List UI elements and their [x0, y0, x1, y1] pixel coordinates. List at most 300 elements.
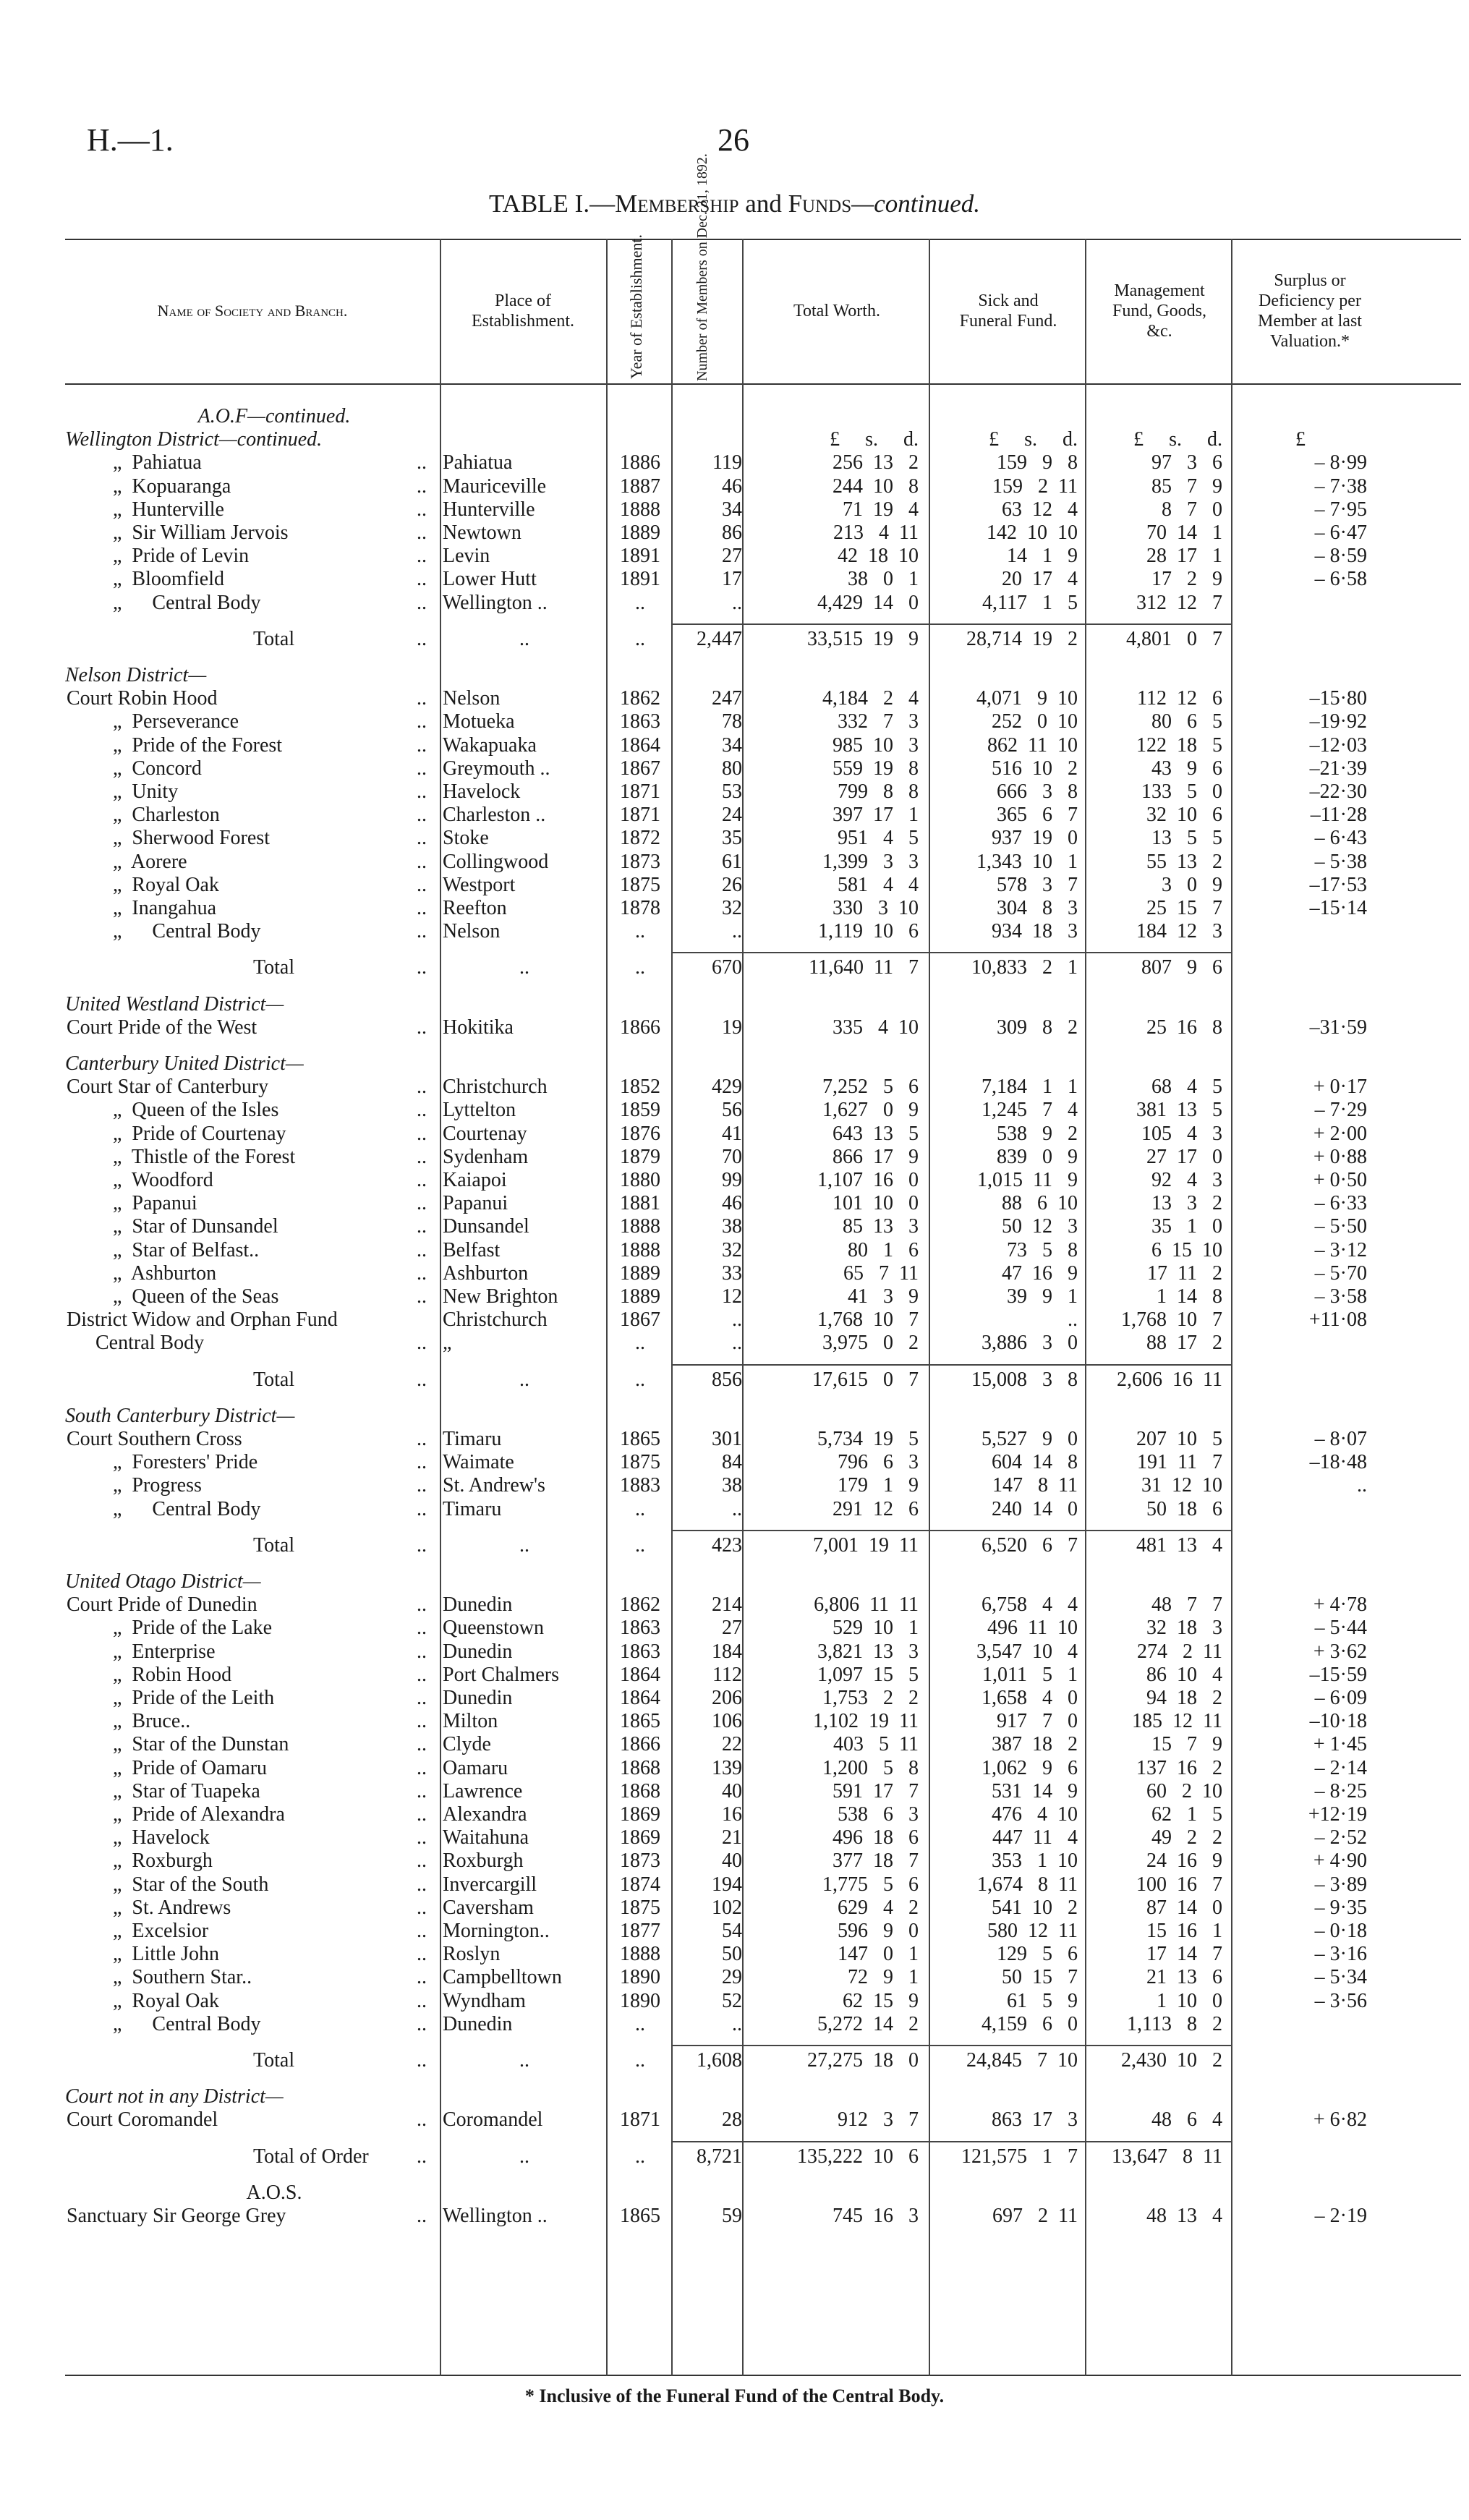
- surplus-deficiency: [1234, 920, 1379, 943]
- management-fund: 21 13 6: [1146, 1966, 1222, 1989]
- place-of-establishment: New Brighton: [443, 1285, 558, 1308]
- section-heading-row: [65, 1570, 1461, 1593]
- year-established: 1888: [620, 1238, 660, 1261]
- table-row: [65, 1332, 1461, 1355]
- place-of-establishment: ..: [519, 956, 529, 979]
- total-worth: 17,615 0 7: [812, 1368, 919, 1391]
- member-count: 301: [712, 1428, 742, 1450]
- year-established: 1891: [620, 568, 660, 591]
- table-row: [65, 710, 1461, 733]
- sick-funeral-fund: 476 4 10: [992, 1803, 1078, 1826]
- member-count: ..: [732, 920, 742, 943]
- society-name: „ Thistle of the Forest: [113, 1145, 296, 1168]
- leader-dots: ..: [417, 1896, 427, 1919]
- leader-dots: ..: [417, 1920, 427, 1942]
- place-of-establishment: Queenstown: [443, 1617, 544, 1640]
- leader-dots: ..: [417, 1779, 427, 1802]
- leader-dots: ..: [417, 780, 427, 803]
- management-fund: 48 7 7: [1151, 1593, 1222, 1617]
- management-fund: 48 13 4: [1146, 2205, 1222, 2227]
- society-name: „ Pride of the Lake: [113, 1617, 273, 1640]
- management-fund: 100 16 7: [1136, 1873, 1222, 1896]
- total-rule: [742, 1364, 929, 1366]
- society-name: „ Pride of Courtenay: [113, 1122, 286, 1145]
- leader-dots: ..: [417, 568, 427, 591]
- management-fund: 1,768 10 7: [1121, 1308, 1222, 1332]
- place-of-establishment: Dunedin: [443, 1593, 513, 1617]
- society-name: „ Sherwood Forest: [113, 827, 270, 850]
- sick-funeral-fund: 1,674 8 11: [977, 1873, 1078, 1896]
- surplus-deficiency: [1234, 2013, 1379, 2036]
- table-row: [65, 780, 1461, 804]
- table-row: [65, 804, 1461, 827]
- society-name: „ Star of the South: [113, 1873, 269, 1896]
- leader-dots: ..: [417, 757, 427, 780]
- society-name: „ Central Body: [113, 2012, 261, 2035]
- year-established: 1890: [620, 1966, 660, 1989]
- total-worth: 796 6 3: [838, 1451, 919, 1474]
- total-worth: 596 9 0: [838, 1920, 919, 1942]
- section-heading-row: [65, 428, 1461, 451]
- management-fund: 25 15 7: [1146, 897, 1222, 919]
- table-row: [65, 522, 1461, 545]
- society-name: „ Aorere: [113, 850, 187, 873]
- year-established: 1866: [620, 1016, 660, 1039]
- total-worth: 80 1 6: [848, 1238, 919, 1261]
- society-name: „ Pride of Alexandra: [113, 1803, 285, 1826]
- management-fund: 68 4 5: [1151, 1076, 1222, 1099]
- leader-dots: ..: [417, 1826, 427, 1849]
- place-of-establishment: Havelock: [443, 780, 521, 803]
- society-name: Canterbury United District—: [65, 1052, 304, 1075]
- society-name: „ Inangahua: [113, 897, 217, 919]
- sick-funeral-fund: 7,184 1 1: [982, 1076, 1078, 1099]
- member-count: 28: [722, 2108, 742, 2132]
- society-name: „ Woodford: [113, 1169, 213, 1191]
- total-worth: 6,806 11 11: [814, 1593, 919, 1617]
- table-row: [65, 1710, 1461, 1733]
- total-worth: 7,252 5 6: [822, 1076, 919, 1099]
- sick-funeral-fund: 159 9 8: [997, 451, 1078, 474]
- total-worth: 38 0 1: [848, 568, 919, 591]
- sick-funeral-fund: 304 8 3: [997, 897, 1078, 919]
- place-of-establishment: Hokitika: [443, 1016, 514, 1039]
- leader-dots: ..: [417, 710, 427, 733]
- place-of-establishment: Courtenay: [443, 1122, 527, 1145]
- surplus-deficiency: +12·19: [1308, 1803, 1367, 1826]
- table-row: [65, 451, 1461, 474]
- society-name: „ Star of Tuapeka: [113, 1779, 260, 1802]
- sick-funeral-fund: 604 14 8: [992, 1451, 1078, 1474]
- surplus-deficiency: – 8·59: [1314, 545, 1367, 568]
- surplus-deficiency: + 4·90: [1313, 1849, 1367, 1873]
- year-established: 1864: [620, 1663, 660, 1686]
- society-name: Total: [253, 1368, 295, 1391]
- society-name: „ Pride of Oamaru: [113, 1756, 268, 1779]
- total-worth: 1,753 2 2: [822, 1687, 919, 1709]
- leader-dots: ..: [417, 474, 427, 498]
- total-worth: 41 3 9: [848, 1285, 919, 1308]
- place-of-establishment: Motueka: [443, 710, 515, 733]
- management-fund: 87 14 0: [1146, 1896, 1222, 1919]
- section-heading-row: [65, 2181, 1461, 2205]
- sick-funeral-fund: 50 12 3: [1002, 1215, 1078, 1238]
- total-worth: 403 5 11: [833, 1733, 919, 1756]
- leader-dots: ..: [417, 1076, 427, 1099]
- sick-funeral-fund: 934 18 3: [992, 920, 1078, 943]
- table-row: [65, 734, 1461, 757]
- table-row: [65, 1990, 1461, 2013]
- total-rule: [1085, 952, 1231, 953]
- year-established: 1890: [620, 1989, 660, 2012]
- year-established: 1891: [620, 545, 660, 568]
- surplus-deficiency: + 1·45: [1313, 1733, 1367, 1756]
- place-of-establishment: Wellington ..: [443, 591, 548, 614]
- leader-dots: ..: [417, 1016, 427, 1039]
- society-name: South Canterbury District—: [65, 1404, 295, 1427]
- management-fund: 24 16 9: [1146, 1849, 1222, 1873]
- table-row: [65, 1849, 1461, 1873]
- table-row: [65, 1239, 1461, 1262]
- management-fund: 35 1 0: [1151, 1215, 1222, 1238]
- leader-dots: ..: [417, 1966, 427, 1989]
- place-of-establishment: Clyde: [443, 1733, 491, 1756]
- leader-dots: ..: [417, 1169, 427, 1191]
- leader-dots: ..: [417, 1663, 427, 1686]
- table-row: [65, 2013, 1461, 2036]
- total-worth: 42 18 10: [838, 545, 919, 568]
- place-of-establishment: Newtown: [443, 522, 521, 544]
- table-row: [65, 874, 1461, 897]
- total-row: [65, 628, 1461, 651]
- place-of-establishment: Mornington..: [443, 1920, 550, 1942]
- place-of-establishment: Dunedin: [443, 1687, 513, 1709]
- society-name: Total: [253, 956, 295, 979]
- leader-dots: ..: [417, 956, 427, 979]
- sick-funeral-fund: 863 17 3: [992, 2108, 1078, 2132]
- member-count: ..: [732, 1497, 742, 1520]
- surplus-deficiency: – 6·43: [1314, 827, 1367, 850]
- surplus-deficiency: – 8·99: [1314, 451, 1367, 474]
- surplus-deficiency: – 8·25: [1314, 1779, 1367, 1802]
- table-row: [65, 592, 1461, 615]
- leader-dots: ..: [417, 827, 427, 850]
- society-name: „ Havelock: [113, 1826, 210, 1849]
- management-fund: 27 17 0: [1146, 1145, 1222, 1168]
- table-row: [65, 1757, 1461, 1780]
- surplus-deficiency: – 5·50: [1314, 1215, 1367, 1238]
- table-row: [65, 1803, 1461, 1826]
- society-name: Nelson District—: [65, 664, 207, 686]
- total-worth: 559 19 8: [833, 757, 919, 780]
- total-worth: 1,775 5 6: [822, 1873, 919, 1896]
- society-name: „ Foresters' Pride: [113, 1451, 258, 1474]
- unit-label: £ s. d.: [989, 428, 1078, 451]
- management-fund: 25 16 8: [1146, 1016, 1222, 1039]
- surplus-deficiency: [1234, 1534, 1379, 1557]
- year-established: 1875: [620, 1896, 660, 1919]
- member-count: 17: [722, 568, 742, 591]
- table-row: [65, 1146, 1461, 1169]
- sick-funeral-fund: 1,658 4 0: [982, 1687, 1078, 1709]
- surplus-deficiency: [1234, 1332, 1379, 1355]
- member-count: 139: [712, 1756, 742, 1779]
- management-fund: 92 4 3: [1151, 1169, 1222, 1191]
- place-of-establishment: Dunedin: [443, 2012, 513, 2035]
- society-name: Sanctuary Sir George Grey: [67, 2205, 286, 2227]
- total-worth: 3,975 0 2: [822, 1332, 919, 1355]
- management-fund: 8 7 0: [1162, 498, 1222, 521]
- total-rule: [671, 2045, 742, 2046]
- total-worth: 5,272 14 2: [817, 2012, 919, 2035]
- total-worth: 65 7 11: [843, 1261, 919, 1285]
- table-row: [65, 1192, 1461, 1215]
- sick-funeral-fund: 937 19 0: [992, 827, 1078, 850]
- sick-funeral-fund: 496 11 10: [987, 1617, 1078, 1640]
- total-worth: 27,275 18 0: [807, 2049, 919, 2072]
- society-name: „ Robin Hood: [113, 1663, 232, 1686]
- col-header-place: Place of Establishment.: [472, 291, 574, 331]
- sick-funeral-fund: 862 11 10: [987, 733, 1078, 757]
- society-name: „ Sir William Jervois: [113, 522, 289, 544]
- total-row: [65, 956, 1461, 979]
- management-fund: 17 2 9: [1151, 568, 1222, 591]
- member-count: 70: [722, 1145, 742, 1168]
- management-fund: 15 16 1: [1146, 1920, 1222, 1942]
- total-row: [65, 1368, 1461, 1392]
- total-row: [65, 2049, 1461, 2072]
- year-established: 1863: [620, 1617, 660, 1640]
- year-established: ..: [635, 591, 645, 614]
- table-row: [65, 1664, 1461, 1687]
- sick-funeral-fund: 47 16 9: [1002, 1261, 1078, 1285]
- total-worth: 529 10 1: [833, 1617, 919, 1640]
- year-established: 1888: [620, 1943, 660, 1966]
- header-bottom-rule: [65, 383, 1461, 385]
- member-count: 40: [722, 1849, 742, 1873]
- member-count: 12: [722, 1285, 742, 1308]
- sick-funeral-fund: 129 5 6: [997, 1943, 1078, 1966]
- place-of-establishment: Sydenham: [443, 1145, 529, 1168]
- management-fund: 4,801 0 7: [1126, 627, 1222, 650]
- total-rule: [742, 623, 929, 625]
- leader-dots: ..: [417, 1099, 427, 1122]
- surplus-deficiency: –12·03: [1309, 733, 1367, 757]
- place-of-establishment: Greymouth ..: [443, 757, 550, 780]
- sick-funeral-fund: 541 10 2: [992, 1896, 1078, 1919]
- year-established: 1871: [620, 780, 660, 803]
- total-worth: 3,821 13 3: [817, 1640, 919, 1663]
- place-of-establishment: Invercargill: [443, 1873, 537, 1896]
- surplus-deficiency: – 5·34: [1314, 1966, 1367, 1989]
- total-rule: [671, 1364, 742, 1366]
- total-worth: 5,734 19 5: [817, 1428, 919, 1450]
- surplus-deficiency: – 7·38: [1314, 474, 1367, 498]
- member-count: 24: [722, 804, 742, 827]
- total-worth: 33,515 19 9: [807, 627, 919, 650]
- leader-dots: ..: [417, 1474, 427, 1497]
- leader-dots: ..: [417, 591, 427, 614]
- sick-funeral-fund: 578 3 7: [997, 873, 1078, 896]
- table-row: [65, 1451, 1461, 1474]
- surplus-deficiency: – 3·89: [1314, 1873, 1367, 1896]
- member-count: 8,721: [697, 2145, 742, 2168]
- year-established: 1865: [620, 1710, 660, 1733]
- table-row: [65, 897, 1461, 920]
- member-count: 38: [722, 1215, 742, 1238]
- management-fund: 184 12 3: [1136, 920, 1222, 943]
- leader-dots: ..: [417, 1593, 427, 1617]
- surplus-deficiency: –18·48: [1309, 1451, 1367, 1474]
- total-rule: [671, 952, 742, 953]
- society-name: United Westland District—: [65, 992, 284, 1016]
- year-established: 1875: [620, 873, 660, 896]
- society-name: District Widow and Orphan Fund: [67, 1308, 338, 1332]
- year-established: 1878: [620, 897, 660, 919]
- table-row: [65, 568, 1461, 591]
- management-fund: 1,113 8 2: [1127, 2012, 1222, 2035]
- place-of-establishment: Christchurch: [443, 1076, 548, 1099]
- management-fund: 85 7 9: [1151, 474, 1222, 498]
- total-worth: 1,768 10 7: [817, 1308, 919, 1332]
- society-name: „ Star of Dunsandel: [113, 1215, 278, 1238]
- member-count: 119: [712, 451, 742, 474]
- society-name: Total of Order: [253, 2145, 369, 2168]
- surplus-deficiency: – 6·47: [1314, 522, 1367, 544]
- total-worth: 335 4 10: [833, 1016, 919, 1039]
- place-of-establishment: Roslyn: [443, 1943, 501, 1966]
- table-row: [65, 1873, 1461, 1897]
- place-of-establishment: Stoke: [443, 827, 489, 850]
- place-of-establishment: Hunterville: [443, 498, 535, 521]
- society-name: A.O.S.: [246, 2181, 302, 2204]
- place-of-establishment: Campbelltown: [443, 1966, 562, 1989]
- year-established: 1863: [620, 1640, 660, 1663]
- sick-funeral-fund: 516 10 2: [992, 757, 1078, 780]
- total-rule: [1085, 623, 1231, 625]
- year-established: 1879: [620, 1145, 660, 1168]
- surplus-deficiency: + 4·78: [1313, 1593, 1367, 1617]
- sick-funeral-fund: 3,547 10 4: [976, 1640, 1078, 1663]
- member-count: 206: [712, 1687, 742, 1709]
- table-row: [65, 1687, 1461, 1710]
- col-header-sick-fund: Sick and Funeral Fund.: [959, 291, 1057, 331]
- sick-funeral-fund: 4,117 1 5: [982, 591, 1078, 614]
- society-name: Court Pride of Dunedin: [67, 1593, 257, 1617]
- surplus-deficiency: –22·30: [1309, 780, 1367, 803]
- total-worth: 11,640 11 7: [809, 956, 919, 979]
- surplus-deficiency: + 3·62: [1313, 1640, 1367, 1663]
- leader-dots: ..: [417, 733, 427, 757]
- surplus-deficiency: – 0·18: [1314, 1920, 1367, 1942]
- year-established: 1886: [620, 451, 660, 474]
- surplus-deficiency: –10·18: [1309, 1710, 1367, 1733]
- year-established: 1871: [620, 804, 660, 827]
- year-established: 1867: [620, 757, 660, 780]
- year-established: 1889: [620, 1285, 660, 1308]
- leader-dots: ..: [417, 2205, 427, 2227]
- sick-funeral-fund: 1,062 9 6: [982, 1756, 1078, 1779]
- society-name: Court Robin Hood: [67, 687, 218, 710]
- table-row: [65, 1123, 1461, 1146]
- leader-dots: ..: [417, 2049, 427, 2072]
- member-count: 112: [712, 1663, 742, 1686]
- member-count: 54: [722, 1920, 742, 1942]
- management-fund: 2,430 10 2: [1121, 2049, 1222, 2072]
- table-row: [65, 687, 1461, 710]
- sick-funeral-fund: 538 9 2: [997, 1122, 1078, 1145]
- surplus-deficiency: + 6·82: [1313, 2108, 1367, 2132]
- year-established: 1869: [620, 1826, 660, 1849]
- total-worth: 951 4 5: [838, 827, 919, 850]
- place-of-establishment: Nelson: [443, 920, 501, 943]
- year-established: 1873: [620, 850, 660, 873]
- leader-dots: ..: [417, 2108, 427, 2132]
- society-name: Court Southern Cross: [67, 1428, 242, 1450]
- member-count: 19: [722, 1016, 742, 1039]
- table-row: [65, 827, 1461, 850]
- management-fund: 86 10 4: [1146, 1663, 1222, 1686]
- section-heading-row: [65, 1052, 1461, 1076]
- year-established: 1852: [620, 1076, 660, 1099]
- col-header-total-worth: Total Worth.: [793, 302, 880, 320]
- year-established: ..: [635, 2049, 645, 2072]
- leader-dots: ..: [417, 920, 427, 943]
- section-heading-row: [65, 664, 1461, 687]
- management-fund: 17 14 7: [1146, 1943, 1222, 1966]
- place-of-establishment: Timaru: [443, 1428, 502, 1450]
- total-rule: [1085, 2045, 1231, 2046]
- management-fund: 31 12 10: [1141, 1474, 1222, 1497]
- sick-funeral-fund: 61 5 9: [1007, 1989, 1078, 2012]
- sick-funeral-fund: 147 8 11: [992, 1474, 1078, 1497]
- table-row: [65, 920, 1461, 943]
- management-fund: 80 6 5: [1151, 710, 1222, 733]
- society-name: Court Pride of the West: [67, 1016, 257, 1039]
- leader-dots: ..: [417, 1943, 427, 1966]
- management-fund: 13 5 5: [1151, 827, 1222, 850]
- table-row: [65, 1262, 1461, 1285]
- place-of-establishment: Waitahuna: [443, 1826, 529, 1849]
- surplus-deficiency: – 2·52: [1314, 1826, 1367, 1849]
- management-fund: 28 17 1: [1146, 545, 1222, 568]
- place-of-establishment: Oamaru: [443, 1756, 508, 1779]
- leader-dots: ..: [417, 1215, 427, 1238]
- year-established: 1865: [620, 2205, 660, 2227]
- society-name: „ Pahiatua: [113, 451, 202, 474]
- society-name: „ Little John: [113, 1943, 219, 1966]
- society-name: „ Bloomfield: [113, 568, 224, 591]
- leader-dots: ..: [417, 1803, 427, 1826]
- society-name: Wellington District—continued.: [65, 428, 323, 451]
- management-fund: 207 10 5: [1136, 1428, 1222, 1450]
- total-worth: 591 17 7: [833, 1779, 919, 1802]
- surplus-deficiency: [1234, 2145, 1379, 2168]
- member-count: 56: [722, 1099, 742, 1122]
- leader-dots: ..: [417, 1451, 427, 1474]
- surplus-deficiency: – 2·14: [1314, 1756, 1367, 1779]
- table-title: TABLE I.—Membership and Funds—continued.: [488, 190, 981, 218]
- member-count: 34: [722, 733, 742, 757]
- surplus-deficiency: [1234, 2049, 1379, 2072]
- total-worth: 7,001 19 11: [813, 1533, 919, 1557]
- member-count: 22: [722, 1733, 742, 1756]
- society-name: Court Coromandel: [67, 2108, 218, 2132]
- surplus-deficiency: + 2·00: [1313, 1122, 1367, 1145]
- year-established: 1881: [620, 1192, 660, 1215]
- place-of-establishment: Port Chalmers: [443, 1663, 559, 1686]
- place-of-establishment: Waimate: [443, 1451, 514, 1474]
